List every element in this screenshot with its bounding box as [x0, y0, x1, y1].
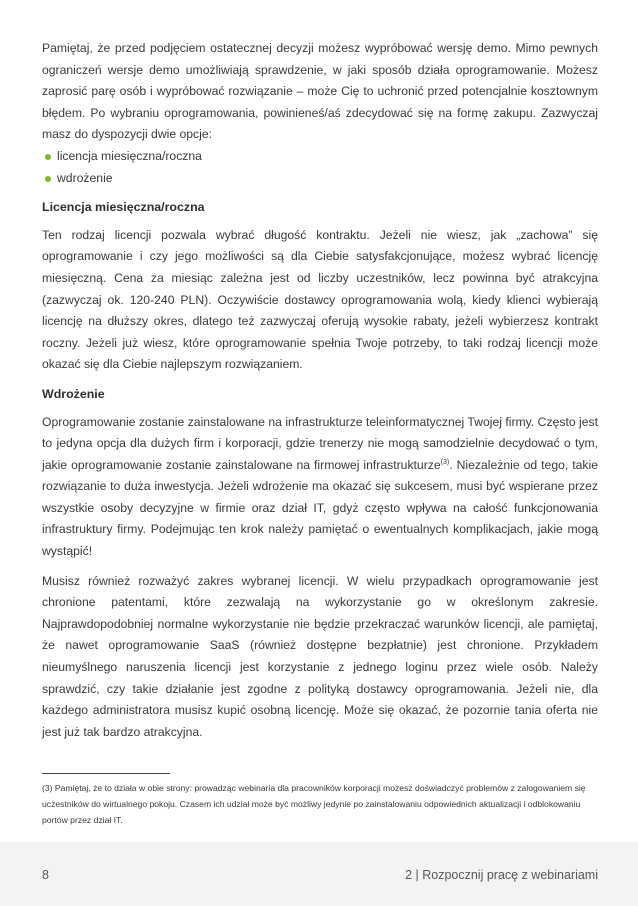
page-number: 8 — [42, 868, 49, 882]
option-label: licencja miesięczna/roczna — [57, 148, 202, 163]
list-item — [42, 168, 598, 190]
option-label: wdrożenie — [57, 170, 113, 185]
deployment-heading: Wdrożenie — [42, 386, 105, 401]
license-heading: Licencja miesięczna/roczna — [42, 200, 205, 215]
page-content — [42, 38, 598, 743]
deployment-text-before: Oprogramowanie zostanie zainstalowane na infrastrukturze teleinformatycznej Twojej firmy. Często jest to jedyna opcja dla dużych firm i korporacji, gdzie trenerzy nie mogą samodzielnie decydować o tym, jakie oprogramowanie zostanie zainstalowane na firmowej infrastrukturze — [42, 414, 598, 472]
chapter-title: 2 | Rozpocznij pracę z webinariami — [405, 868, 598, 882]
deployment-paragraph-2: Musisz również rozważyć zakres wybranej licencji. W wielu przypadkach oprogramowanie jest chronione patentami, które zezwalają na wykorzystanie go w określonym zakresie. Najprawdopodobniej normalne wykorzystanie nie będzie przekraczać warunków licencji, ale pamiętaj, że nawet oprogramowanie SaaS (również dostępne bezpłatnie) jest chronione. Przykładem nieumyślnego naruszenia licencji jest korzystanie z jednego loginu przez wiele osób. Należy sprawdzić, czy takie działanie jest zgodne z polityką dostawcy oprogramowania. Jeżeli nie, dla każdego administratora musisz kupić osobną licencję. Może się okazać, że pozornie tania oferta nie jest już tak bardzo atrakcyjna. — [42, 573, 598, 739]
deployment-text-after: . Niezależnie od tego, takie rozwiązanie to duża inwestycja. Jeżeli wdrożenie ma okazać się sukcesem, musi być wspierane przez wszystkie osoby decyzyjne w firmie oraz dział IT, gdyż często wpływa na całość funkcjonowania infrastruktury firmy. Podejmując ten krok należy pamiętać o ewentualnych komplikacjach, jakie mogą wystąpić! — [42, 457, 599, 559]
page-footer — [0, 842, 638, 906]
license-paragraph: Ten rodzaj licencji pozwala wybrać długość kontraktu. Jeżeli nie wiesz, jak „zachowa” się oprogramowanie i czy jego możliwości są dla Ciebie satysfakcjonujące, możesz wybrać licencję miesięczną. Cena za miesiąc zależna jest od liczby uczestników, lecz powinna być atrakcyjna (zazwyczaj ok. 120-240 PLN). Oczywiście dostawcy oprogramowania wolą, kiedy klienci wybierają licencję na dłuższy okres, dlatego też zazwyczaj oferują wysokie rabaty, jeżeli wybierzesz kontrakt roczny. Jeżeli już wiesz, które oprogramowanie spełnia Twoje potrzeby, to taki rodzaj licencji może okazać się dla Ciebie najlepszym rozwiązaniem. — [42, 227, 598, 372]
options-list — [42, 146, 598, 189]
intro-paragraph: Pamiętaj, że przed podjęciem ostatecznej decyzji możesz wypróbować wersję demo. Mimo pewnych ograniczeń wersje demo umożliwiają sprawdzenie, w jaki sposób działa oprogramowanie. Możesz zaprosić parę osób i wypróbować rozwiązanie – może Cię to uchronić przed potencjalnie kosztownym błędem. Po wybraniu oprogramowania, powinieneś/aś zdecydować się na formę zakupu. Zazwyczaj masz do dyspozycji dwie opcje: — [42, 41, 598, 142]
bullet-icon — [45, 154, 51, 160]
footnote: (3) Pamiętaj, że to działa w obie strony: prowadząc webinaria dla pracowników korporacji możesz doświadczyć problemów z zalogowaniem się uczestników do wirtualnego pokoju. Czasem ich udział może być możliwy jedynie po zainstalowaniu odpowiednich aktualizacji i odblokowaniu portów przez dział IT. — [42, 783, 586, 825]
bullet-icon — [45, 176, 51, 182]
footnote-divider — [42, 773, 170, 774]
footnote-reference[interactable]: (3) — [440, 458, 450, 466]
deployment-paragraph-1 — [42, 412, 598, 563]
list-item — [42, 146, 598, 168]
